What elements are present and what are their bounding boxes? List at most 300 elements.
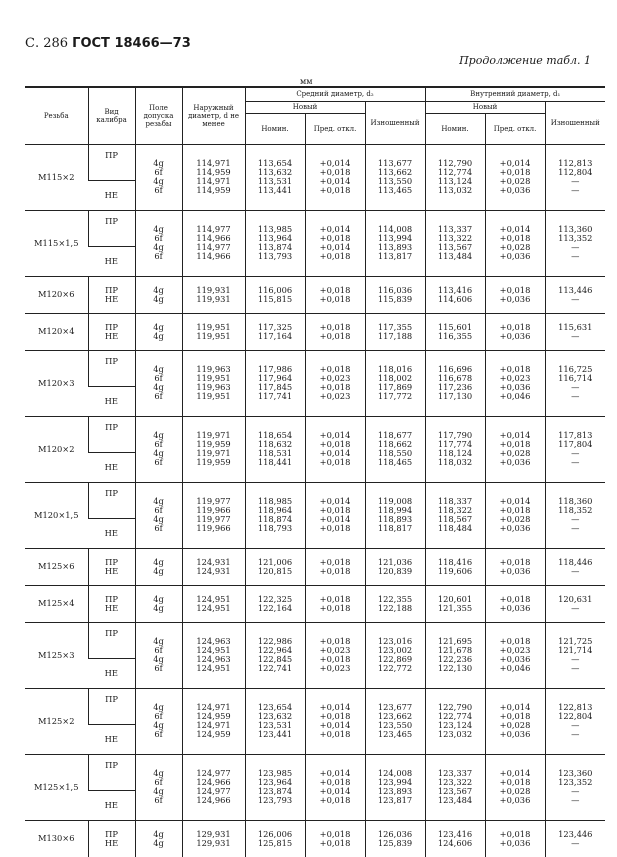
thread-designation: M120×6: [25, 276, 88, 313]
cell-value: 123,441: [257, 729, 293, 739]
table-row-group: [25, 585, 605, 622]
cell-value: +0,018: [499, 711, 531, 721]
cell-value: —: [571, 729, 580, 739]
cell-value: 119,931: [196, 293, 231, 304]
cell-value: +0,018: [319, 284, 351, 295]
cell-value: —: [571, 795, 580, 805]
cell-d1-worn: [545, 482, 605, 548]
cell-value: —: [571, 242, 580, 252]
cell-value: 113,632: [257, 167, 293, 177]
gauge-type: [88, 276, 135, 313]
cell-d1-nominal: [425, 548, 485, 585]
thread-designation: M130×6: [25, 820, 88, 857]
cell-outer-diameter: [182, 548, 245, 585]
cell-value: +0,014: [499, 496, 531, 506]
cell-value: 4g: [153, 837, 164, 848]
cell-value: 117,813: [558, 430, 593, 440]
cell-value: 6f: [154, 729, 163, 739]
cell-value: 122,964: [257, 645, 293, 655]
cell-d2-nominal: [245, 210, 305, 276]
cell-value: +0,018: [499, 556, 531, 567]
cell-d1-nominal: [425, 820, 485, 857]
cell-d2-nominal: [245, 548, 305, 585]
cell-value: +0,018: [319, 777, 351, 787]
cell-value: 124,959: [196, 711, 231, 721]
cell-value: +0,023: [499, 373, 531, 383]
table-row-group: [25, 754, 605, 790]
cell-value: 124,959: [196, 729, 231, 739]
gauge-type: НЕ: [104, 395, 118, 406]
cell-value: 113,465: [377, 185, 413, 195]
cell-value: +0,036: [499, 523, 531, 533]
thread-designation: M125×3: [25, 622, 88, 688]
thread-gauge-table: [25, 86, 605, 857]
cell-value: +0,018: [499, 777, 531, 787]
cell-value: 119,959: [196, 457, 231, 467]
thread-designation: M115×2: [25, 144, 88, 210]
cell-value: 4g: [153, 720, 164, 730]
cell-d1-nominal: [425, 688, 485, 754]
cell-value: +0,036: [499, 837, 531, 848]
cell-value: 4g: [153, 364, 164, 374]
cell-value: +0,036: [499, 795, 531, 805]
cell-value: +0,018: [319, 167, 351, 177]
cell-value: +0,014: [319, 224, 351, 234]
cell-d2-nominal: [245, 754, 305, 820]
standard-number: ГОСТ 18466—73: [72, 36, 191, 51]
cell-value: —: [571, 457, 580, 467]
cell-value: 124,966: [196, 795, 231, 805]
cell-value: +0,018: [319, 293, 351, 304]
cell-d2-nominal: [245, 585, 305, 622]
col-outer-diameter: Наружный диаметр, d не менее: [182, 87, 245, 144]
cell-d1-worn: [545, 688, 605, 754]
cell-value: +0,028: [499, 786, 531, 796]
cell-value: 121,036: [377, 556, 413, 567]
thread-designation: M120×2: [25, 416, 88, 482]
cell-value: 118,446: [558, 556, 593, 567]
cell-value: 113,893: [377, 242, 413, 252]
cell-value: +0,036: [499, 565, 531, 576]
cell-value: 118,874: [257, 514, 293, 524]
gauge-type: ПР: [88, 144, 135, 180]
cell-value: 123,985: [257, 768, 293, 778]
cell-value: 123,654: [257, 702, 293, 712]
thread-designation: M120×1,5: [25, 482, 88, 548]
cell-value: +0,014: [499, 158, 531, 168]
cell-value: 114,966: [196, 233, 231, 243]
cell-d1-deviation: [485, 210, 545, 276]
cell-value: 119,008: [377, 496, 413, 506]
cell-value: +0,018: [319, 729, 351, 739]
cell-d1-worn: [545, 820, 605, 857]
gauge-type-label: ПР: [105, 556, 118, 567]
cell-value: 119,971: [196, 448, 231, 458]
thread-designation: M125×4: [25, 585, 88, 622]
cell-value: 113,793: [257, 251, 293, 261]
gauge-type: ПР: [88, 622, 135, 658]
cell-value: 113,337: [437, 224, 473, 234]
cell-value: 118,793: [257, 523, 293, 533]
cell-outer-diameter: [182, 622, 245, 688]
cell-value: 6f: [154, 251, 163, 261]
cell-value: 4g: [153, 224, 164, 234]
cell-value: +0,014: [319, 702, 351, 712]
cell-value: 114,971: [196, 158, 231, 168]
cell-value: 124,977: [196, 768, 231, 778]
cell-value: 114,959: [196, 185, 231, 195]
cell-value: 123,662: [377, 711, 413, 721]
cell-value: —: [571, 514, 580, 524]
cell-value: —: [571, 663, 580, 673]
cell-value: 124,008: [377, 768, 413, 778]
cell-value: 116,696: [437, 364, 473, 374]
cell-value: 117,355: [377, 321, 413, 332]
cell-value: —: [571, 382, 580, 392]
cell-tolerance-field: [135, 754, 182, 820]
col-pitch-diameter: Средний диаметр, d₂: [245, 87, 425, 101]
cell-value: +0,018: [319, 565, 351, 576]
cell-value: 114,606: [437, 293, 473, 304]
cell-d2-deviation: [305, 548, 365, 585]
cell-value: +0,018: [319, 636, 351, 646]
cell-value: +0,036: [499, 457, 531, 467]
cell-value: 4g: [153, 496, 164, 506]
cell-value: 123,550: [377, 720, 413, 730]
gauge-type: [88, 313, 135, 350]
cell-value: 113,677: [377, 158, 413, 168]
cell-value: +0,014: [319, 176, 351, 186]
table-row-group: [25, 548, 605, 585]
cell-value: +0,018: [319, 602, 351, 613]
table-row-group: [25, 210, 605, 246]
cell-value: 122,164: [257, 602, 293, 613]
cell-value: 123,567: [437, 786, 473, 796]
cell-value: +0,018: [499, 636, 531, 646]
cell-outer-diameter: [182, 144, 245, 210]
thread-designation: M125×6: [25, 548, 88, 585]
cell-value: 118,441: [257, 457, 293, 467]
col-minor-diameter: Внутренний диаметр, d₁: [425, 87, 605, 101]
cell-value: 118,360: [558, 496, 593, 506]
cell-value: 122,813: [558, 702, 593, 712]
cell-value: 6f: [154, 439, 163, 449]
cell-d1-deviation: [485, 585, 545, 622]
col-d1-worn: Изношенный: [545, 101, 605, 144]
cell-value: —: [571, 837, 580, 848]
cell-value: 118,002: [377, 373, 413, 383]
cell-value: 120,815: [257, 565, 293, 576]
table-continuation-label: Продолжение табл. 1: [459, 54, 591, 67]
cell-value: 122,355: [377, 593, 413, 604]
cell-tolerance-field: [135, 688, 182, 754]
gauge-type: ПР: [88, 350, 135, 386]
cell-value: 117,325: [257, 321, 293, 332]
cell-value: 113,441: [257, 185, 293, 195]
cell-value: 117,772: [377, 391, 413, 401]
cell-d2-deviation: [305, 276, 365, 313]
thread-designation: M120×3: [25, 350, 88, 416]
cell-value: +0,028: [499, 176, 531, 186]
cell-value: 117,869: [377, 382, 413, 392]
cell-value: 122,772: [377, 663, 413, 673]
cell-value: 113,032: [437, 185, 473, 195]
cell-value: 119,931: [196, 284, 231, 295]
cell-d2-nominal: [245, 144, 305, 210]
cell-outer-diameter: [182, 820, 245, 857]
cell-d1-deviation: [485, 482, 545, 548]
cell-value: +0,018: [319, 654, 351, 664]
cell-value: +0,018: [319, 330, 351, 341]
cell-value: 119,971: [196, 430, 231, 440]
cell-value: 123,446: [558, 828, 593, 839]
cell-value: —: [571, 391, 580, 401]
cell-value: —: [571, 251, 580, 261]
cell-value: 126,006: [257, 828, 293, 839]
cell-d2-nominal: [245, 350, 305, 416]
gauge-type: НЕ: [104, 527, 118, 538]
cell-value: +0,018: [499, 828, 531, 839]
cell-value: —: [571, 720, 580, 730]
cell-value: +0,036: [499, 251, 531, 261]
cell-value: +0,036: [499, 330, 531, 341]
cell-value: +0,018: [319, 828, 351, 839]
cell-d2-worn: [365, 313, 425, 350]
cell-value: 122,869: [377, 654, 413, 664]
gauge-type-label: НЕ: [104, 565, 119, 576]
table-row-group: [25, 313, 605, 350]
cell-value: 114,959: [196, 167, 231, 177]
gauge-type: НЕ: [104, 733, 118, 744]
gauge-type-label: ПР: [105, 284, 118, 295]
gauge-type: ПР: [88, 754, 135, 790]
cell-value: 4g: [153, 828, 164, 839]
cell-value: 117,236: [437, 382, 473, 392]
cell-value: 117,845: [257, 382, 293, 392]
cell-value: 115,631: [558, 321, 593, 332]
cell-value: +0,023: [499, 645, 531, 655]
cell-value: 117,188: [377, 330, 413, 341]
gauge-type-label: НЕ: [104, 330, 119, 341]
cell-outer-diameter: [182, 276, 245, 313]
cell-value: 122,236: [437, 654, 473, 664]
table-row-group: [25, 622, 605, 658]
cell-value: —: [571, 330, 580, 341]
thread-designation: M125×1,5: [25, 754, 88, 820]
gauge-type: ПР: [88, 416, 135, 452]
cell-value: 4g: [153, 242, 164, 252]
cell-d1-nominal: [425, 210, 485, 276]
cell-value: +0,018: [319, 711, 351, 721]
cell-value: 120,631: [558, 593, 593, 604]
cell-value: 118,322: [437, 505, 473, 515]
table-row-group: [25, 276, 605, 313]
cell-outer-diameter: [182, 585, 245, 622]
cell-d1-worn: [545, 313, 605, 350]
cell-value: +0,014: [319, 720, 351, 730]
cell-d1-deviation: [485, 754, 545, 820]
cell-d2-worn: [365, 548, 425, 585]
gauge-type: [88, 548, 135, 585]
cell-value: 123,360: [558, 768, 593, 778]
cell-d1-worn: [545, 350, 605, 416]
cell-value: 4g: [153, 786, 164, 796]
cell-value: 119,951: [196, 321, 231, 332]
gauge-type: НЕ: [104, 461, 118, 472]
cell-value: 113,484: [437, 251, 473, 261]
gauge-type: НЕ: [104, 799, 118, 810]
cell-d2-worn: [365, 482, 425, 548]
cell-d1-deviation: [485, 416, 545, 482]
cell-tolerance-field: [135, 210, 182, 276]
cell-outer-diameter: [182, 754, 245, 820]
cell-value: 123,465: [377, 729, 413, 739]
cell-value: 4g: [153, 602, 164, 613]
cell-value: +0,028: [499, 514, 531, 524]
units-label: мм: [300, 77, 313, 86]
cell-value: +0,018: [499, 593, 531, 604]
cell-value: 124,931: [196, 565, 231, 576]
cell-value: 4g: [153, 158, 164, 168]
cell-d2-nominal: [245, 688, 305, 754]
cell-value: 4g: [153, 330, 164, 341]
cell-d1-nominal: [425, 313, 485, 350]
cell-value: 118,964: [257, 505, 293, 515]
cell-tolerance-field: [135, 548, 182, 585]
cell-value: 117,986: [257, 364, 293, 374]
cell-value: +0,014: [499, 224, 531, 234]
cell-value: 116,714: [558, 373, 593, 383]
cell-d2-worn: [365, 210, 425, 276]
cell-value: 121,678: [437, 645, 473, 655]
cell-value: 124,963: [196, 636, 231, 646]
cell-value: +0,036: [499, 729, 531, 739]
cell-value: 119,963: [196, 364, 231, 374]
cell-value: 116,006: [257, 284, 293, 295]
cell-value: 4g: [153, 176, 164, 186]
cell-value: 123,416: [437, 828, 473, 839]
cell-value: 116,725: [558, 364, 593, 374]
cell-value: 124,963: [196, 654, 231, 664]
cell-value: 123,002: [377, 645, 413, 655]
cell-d1-deviation: [485, 820, 545, 857]
cell-value: 113,662: [377, 167, 413, 177]
cell-value: 123,893: [377, 786, 413, 796]
cell-value: 117,804: [558, 439, 593, 449]
cell-tolerance-field: [135, 416, 182, 482]
cell-value: 113,994: [377, 233, 413, 243]
thread-designation: M125×2: [25, 688, 88, 754]
cell-value: 6f: [154, 233, 163, 243]
table-row-group: [25, 688, 605, 724]
cell-value: 118,550: [377, 448, 413, 458]
cell-value: 113,124: [437, 176, 473, 186]
cell-value: 118,994: [377, 505, 413, 515]
cell-value: 121,695: [437, 636, 473, 646]
cell-value: 6f: [154, 505, 163, 515]
cell-value: +0,018: [319, 439, 351, 449]
cell-value: 123,124: [437, 720, 473, 730]
cell-value: +0,018: [319, 837, 351, 848]
cell-d1-nominal: [425, 416, 485, 482]
cell-value: 112,813: [558, 158, 593, 168]
cell-value: +0,036: [499, 602, 531, 613]
cell-value: 118,032: [437, 457, 473, 467]
cell-d2-nominal: [245, 416, 305, 482]
cell-outer-diameter: [182, 210, 245, 276]
cell-outer-diameter: [182, 688, 245, 754]
cell-d1-nominal: [425, 482, 485, 548]
cell-value: 121,006: [257, 556, 293, 567]
cell-value: 122,804: [558, 711, 593, 721]
cell-value: 113,985: [257, 224, 293, 234]
cell-tolerance-field: [135, 585, 182, 622]
cell-d1-worn: [545, 210, 605, 276]
cell-value: +0,014: [499, 768, 531, 778]
cell-d2-worn: [365, 144, 425, 210]
cell-d2-deviation: [305, 313, 365, 350]
cell-value: 119,966: [196, 523, 231, 533]
cell-value: +0,018: [499, 167, 531, 177]
col-thread: Резьба: [25, 87, 88, 144]
cell-value: +0,046: [499, 663, 531, 673]
thread-designation: M120×4: [25, 313, 88, 350]
cell-value: +0,018: [499, 321, 531, 332]
gauge-type: ПР: [88, 482, 135, 518]
cell-value: 118,662: [377, 439, 413, 449]
cell-value: +0,036: [499, 382, 531, 392]
cell-value: 115,839: [377, 293, 413, 304]
cell-value: +0,023: [319, 645, 351, 655]
cell-value: 123,016: [377, 636, 413, 646]
cell-value: +0,028: [499, 720, 531, 730]
cell-value: 115,815: [257, 293, 293, 304]
cell-value: 124,951: [196, 663, 231, 673]
cell-tolerance-field: [135, 482, 182, 548]
cell-value: —: [571, 602, 580, 613]
cell-value: 123,531: [257, 720, 293, 730]
cell-d2-worn: [365, 585, 425, 622]
col-d1-new: Новый: [425, 101, 545, 113]
cell-value: 118,124: [437, 448, 473, 458]
cell-value: +0,028: [499, 448, 531, 458]
cell-value: 118,016: [377, 364, 413, 374]
cell-d2-deviation: [305, 416, 365, 482]
cell-value: —: [571, 176, 580, 186]
cell-d1-nominal: [425, 144, 485, 210]
cell-value: +0,018: [319, 251, 351, 261]
cell-value: 122,790: [437, 702, 473, 712]
gauge-type: НЕ: [104, 189, 118, 200]
cell-value: +0,018: [319, 593, 351, 604]
cell-value: 112,774: [437, 167, 473, 177]
cell-value: 113,531: [257, 176, 293, 186]
cell-value: 118,817: [377, 523, 413, 533]
table-row-group: [25, 416, 605, 452]
col-d2-worn: Изношенный: [365, 101, 425, 144]
cell-value: 118,352: [558, 505, 593, 515]
cell-value: +0,018: [319, 523, 351, 533]
gauge-type: ПР: [88, 688, 135, 724]
cell-value: +0,036: [499, 185, 531, 195]
cell-value: 124,971: [196, 702, 231, 712]
cell-value: —: [571, 786, 580, 796]
cell-value: 4g: [153, 382, 164, 392]
cell-tolerance-field: [135, 313, 182, 350]
cell-value: +0,018: [319, 321, 351, 332]
cell-d1-worn: [545, 548, 605, 585]
cell-value: 4g: [153, 702, 164, 712]
